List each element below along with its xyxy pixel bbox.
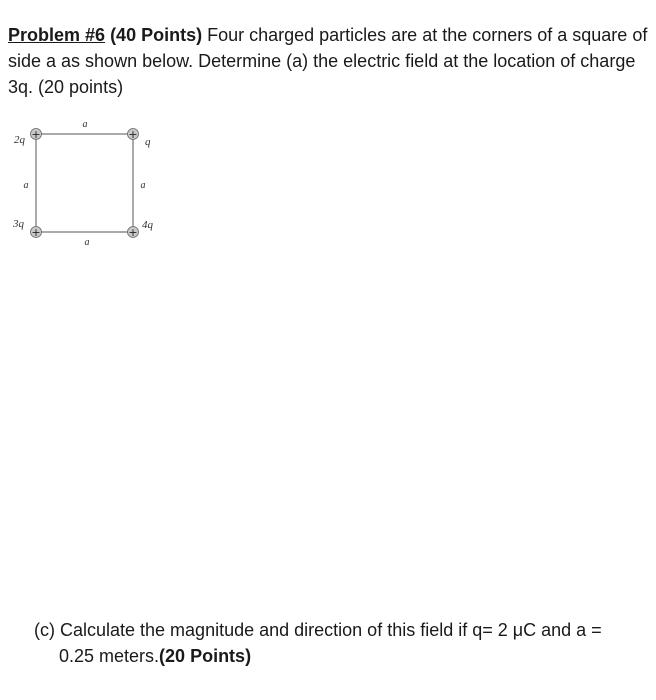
problem-body: Four charged particles are at the corners of a square of side a as shown below. Determine (a) the electric field at the location of charge 3q. (20 points) <box>8 25 648 97</box>
label-right-side: a <box>140 180 146 191</box>
label-bottom-side: a <box>84 237 90 248</box>
problem-points: (40 Points) <box>110 25 203 45</box>
part-c-line2: 0.25 meters. <box>59 646 160 666</box>
label-top-side: a <box>82 119 88 130</box>
charge-top-left <box>31 128 42 141</box>
part-c-points: (20 Points) <box>159 646 252 666</box>
charge-sign: + <box>31 128 41 141</box>
part-c-question <box>34 617 649 669</box>
label-q: q <box>145 136 151 148</box>
label-2q: 2q <box>14 134 25 146</box>
charge-bottom-left <box>31 226 42 239</box>
part-c-line1: (c) Calculate the magnitude and direction of this field if q= 2 μC and a = <box>34 620 602 640</box>
charge-sign: + <box>128 226 138 239</box>
label-3q: 3q <box>13 218 24 230</box>
charge-top-right <box>128 128 139 141</box>
label-4q: 4q <box>142 219 153 231</box>
label-left-side: a <box>23 180 29 191</box>
problem-statement <box>8 22 648 100</box>
charge-sign: + <box>31 226 41 239</box>
square-charge-diagram <box>0 112 170 252</box>
charge-sign: + <box>128 128 138 141</box>
charge-bottom-right <box>128 226 139 239</box>
problem-number: Problem #6 <box>8 25 106 45</box>
